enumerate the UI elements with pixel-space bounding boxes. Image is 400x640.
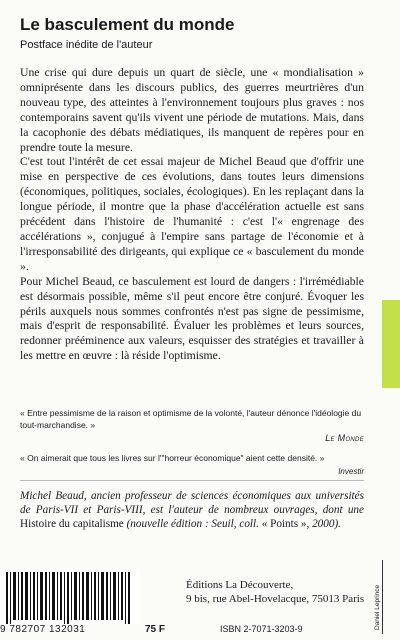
quote-text: « Entre pessimisme de la raison et optimisme de la volonté, l'auteur dénonce l'idéologie du tout-marchandise. » [20,408,362,430]
designer-credit [372,568,386,632]
bio-text: (nouvelle édition : Seuil, coll. [123,518,262,530]
press-quote [20,408,364,445]
quote-source: Le Monde [325,433,364,443]
bio-book-title: Histoire du capitalisme [20,518,124,530]
press-quote [20,453,364,478]
accent-color-tab [382,300,400,388]
book-subtitle: Postface inédite de l'auteur [20,39,153,51]
body-paragraph: Une crise qui dure depuis un quart de siècle, une « mondialisation » omniprésente dans les discours publics, des guerres meurtrières d'un nouveau type, des atteintes à l'environnement toujours plus graves : nos contemporains savent qu'ils vivent une période de mutations. Mais, dans la cacophonie des débats médiatiques, ils manquent de repères pour en prendre toute la mesure. [20,66,364,154]
barcode-bars-icon [4,572,136,624]
press-quotes [20,408,364,486]
divider [20,480,364,481]
author-bio [20,489,364,531]
isbn: ISBN 2-7071-3203-9 [220,624,303,634]
publisher-address: 9 bis, rue Abel-Hovelacque, 75013 Paris [186,593,365,605]
quote-text: « On aimerait que tous les livres sur l'"horreur économique" aient cette densité. » [20,452,325,463]
price: 75 F [145,624,166,635]
back-cover-text [20,66,364,364]
body-paragraph: Pour Michel Beaud, ce basculement est lourd de dangers : l'irrémédiable est désormais possible, même s'il peut encore être conjuré. Évoquer les périls auxquels nous sommes confrontés n'est pas signe de pessimisme, mais d'esprit de responsabilité. Évaluer les problèmes et leurs sources, redonner prééminence aux valeurs, esquisser des stratégies et travailler à les mettre en œuvre : là réside l'optimisme. [20,274,364,363]
bio-text: Michel Beaud, ancien professeur de sciences économiques aux universités de Paris-VII et Paris-VIII, est l'auteur de nombreux ouvrages, dont une [20,490,364,516]
bio-text: , 2000). [306,518,341,530]
designer-credit-text: Daniel Leprince [374,584,381,630]
book-title: Le basculement du monde [20,15,235,34]
publisher-name: Éditions La Découverte, [186,579,294,591]
body-paragraph: C'est tout l'intérêt de cet essai majeur de Michel Beaud que d'offrir une mise en perspective de ces évolutions, dans toutes leurs dimensions (économiques, politiques, sociales, écologiques). En les replaçant dans la longue période, il montre que la phase d'accélération actuelle est sans précédent dans l'histoire de l'humanité : c'est l'« engrenage des accélérations », conjugué à l'empire sans partage de l'économie et à l'irresponsabilité des dirigeants, qui explique ce « basculement du monde ». [20,155,364,273]
barcode [0,570,140,624]
bio-collection: « Points » [261,518,307,530]
publisher-block [186,578,364,606]
barcode-number: 9 782707 132031 [0,624,86,635]
quote-source: Investir [338,467,364,476]
